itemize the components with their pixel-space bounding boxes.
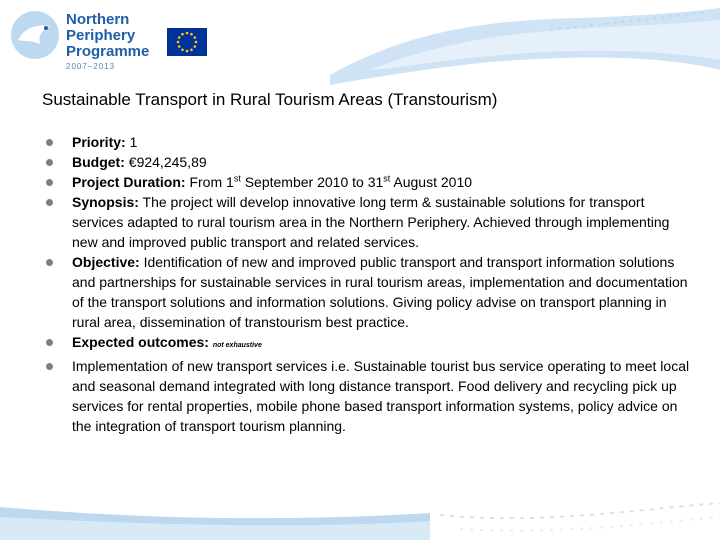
eu-flag-icon — [167, 28, 207, 56]
synopsis-label: Synopsis: — [72, 194, 139, 210]
bullet-icon — [46, 159, 53, 166]
brand-line-2: Periphery — [66, 27, 136, 44]
bullet-icon — [46, 199, 53, 206]
list-item-implementation — [42, 356, 692, 436]
implementation-text: Implementation of new transport services i.e. Sustainable tourist bus service operating to meet local and seasonal demand integrated with long distance transport. Food delivery and recycling pick up services for rental properties, mobile phone based transport information systems, policy advice on the integration of transport tourism planning. — [72, 358, 690, 434]
list-item-duration — [42, 172, 692, 192]
duration-start-text: From 1 — [185, 174, 234, 190]
duration-end-sup: st — [383, 173, 391, 184]
list-item-priority — [42, 132, 692, 152]
list-item-budget — [42, 152, 692, 172]
budget-value: €924,245,89 — [128, 154, 207, 170]
outcomes-note: not exhaustive — [212, 342, 262, 349]
objective-label: Objective: — [72, 254, 140, 270]
bullet-icon — [46, 259, 53, 266]
dove-logo-icon — [10, 10, 60, 60]
duration-label: Project Duration: — [72, 174, 186, 190]
header-wave-decoration — [330, 0, 720, 85]
programme-years: 2007–2013 — [66, 62, 116, 71]
list-item-synopsis — [42, 192, 692, 252]
budget-label: Budget: — [72, 154, 125, 170]
bullet-icon — [46, 339, 53, 346]
header-band — [0, 0, 720, 80]
bullet-icon — [46, 179, 53, 186]
list-item-outcomes — [42, 332, 692, 356]
synopsis-text: The project will develop innovative long term & sustainable solutions for transport services adapted to rural tourism area in the Northern Periphery. Achieved through implementing new and improved public transport and related services. — [72, 194, 670, 250]
brand-line-1: Northern — [66, 11, 130, 28]
list-item-objective — [42, 252, 692, 332]
footer-wave-decoration — [0, 495, 720, 540]
project-details-list — [42, 132, 692, 436]
slide-title: Sustainable Transport in Rural Tourism Areas (Transtourism) — [42, 90, 498, 109]
priority-value: 1 — [129, 134, 138, 150]
brand-line-3: Programme — [66, 43, 150, 60]
outcomes-label: Expected outcomes: — [72, 334, 209, 350]
duration-start-sup: st — [233, 173, 241, 184]
priority-label: Priority: — [72, 134, 126, 150]
duration-mid-text: September 2010 to 31 — [240, 174, 384, 190]
objective-text: Identification of new and improved public transport and transport information solutions and partnerships for sustainable services in rural tourism areas, implementation and documentation of the transport solutions and information solutions. Giving policy advise on transport planning in rural area, dissemination of transtourism best practice. — [72, 254, 688, 330]
bullet-icon — [46, 139, 53, 146]
bullet-icon — [46, 363, 53, 370]
duration-end-text: August 2010 — [390, 174, 473, 190]
programme-name — [66, 12, 149, 60]
